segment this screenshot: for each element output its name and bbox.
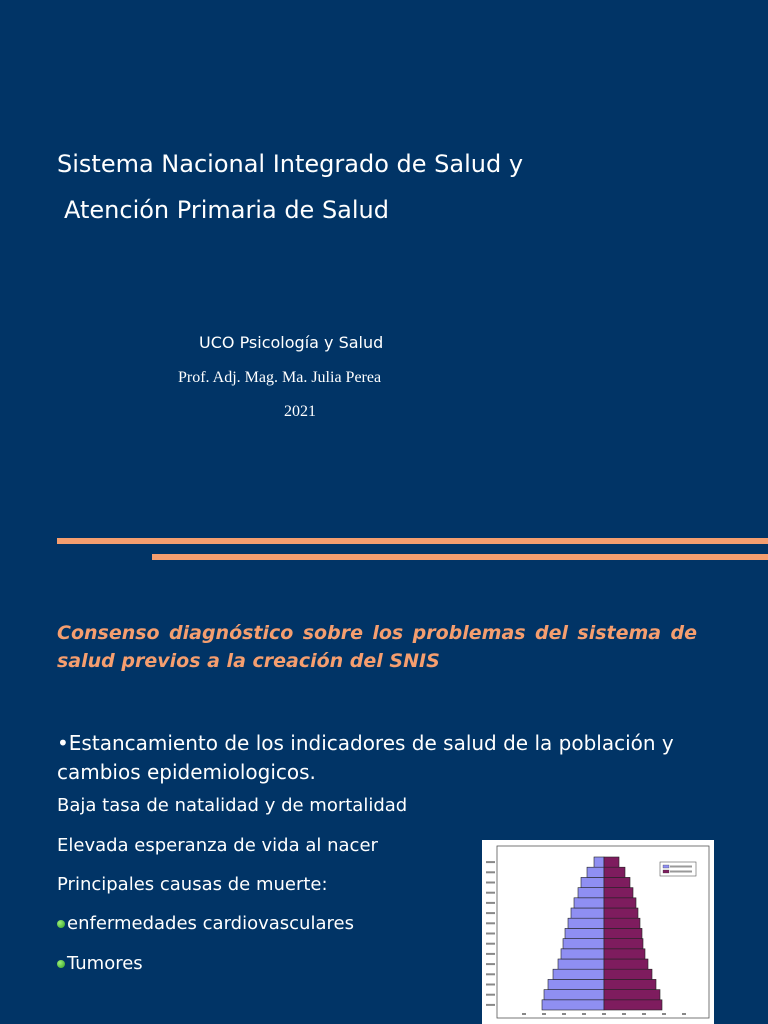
y-tick-label xyxy=(486,902,495,904)
y-tick-label xyxy=(486,892,495,894)
male-bar xyxy=(571,908,604,918)
male-bar xyxy=(565,928,604,938)
male-bar xyxy=(558,959,604,969)
sub-bullet-item xyxy=(57,913,354,934)
y-tick-label xyxy=(486,871,495,873)
female-bar xyxy=(604,990,660,1000)
slide-title-line-1: Sistema Nacional Integrado de Salud y xyxy=(57,150,524,178)
y-tick-label xyxy=(486,943,495,945)
female-bar xyxy=(604,959,648,969)
x-tick-label xyxy=(542,1013,546,1015)
y-tick-label xyxy=(486,953,495,955)
male-bar xyxy=(574,898,604,908)
legend-box xyxy=(660,862,696,876)
list-item: Elevada esperanza de vida al nacer xyxy=(57,835,378,856)
y-tick-label xyxy=(486,912,495,914)
population-pyramid-chart xyxy=(482,840,714,1024)
x-tick-label xyxy=(622,1013,626,1015)
y-tick-label xyxy=(486,973,495,975)
sub-bullet-label: Tumores xyxy=(67,953,143,974)
female-bar xyxy=(604,928,642,938)
x-tick-label xyxy=(582,1013,586,1015)
male-bar xyxy=(544,990,604,1000)
y-tick-label xyxy=(486,922,495,924)
divider-top xyxy=(57,538,768,544)
slide2-heading: Consenso diagnóstico sobre los problemas del sistema de salud previos a la creación del SNIS xyxy=(57,622,697,672)
legend-text-male xyxy=(670,866,692,868)
green-sphere-icon xyxy=(57,920,65,928)
x-tick-label xyxy=(602,1013,606,1015)
sub-bullet-item xyxy=(57,953,143,974)
course-name: UCO Psicología y Salud xyxy=(199,333,384,352)
main-bullet: •Estancamiento de los indicadores de salud de la población y cambios epidemiologicos. xyxy=(57,731,674,784)
male-bar xyxy=(568,918,604,928)
female-bar xyxy=(604,877,630,887)
female-bar xyxy=(604,908,638,918)
y-tick-label xyxy=(486,861,495,863)
female-bar xyxy=(604,949,645,959)
slide-title-line-2: Atención Primaria de Salud xyxy=(64,196,389,224)
female-bar xyxy=(604,939,643,949)
male-bar xyxy=(578,888,604,898)
y-tick-label xyxy=(486,963,495,965)
pyramid-svg xyxy=(482,840,714,1024)
sub-bullet-label: enfermedades cardiovasculares xyxy=(67,913,354,934)
male-bar xyxy=(548,979,604,989)
professor-name: Prof. Adj. Mag. Ma. Julia Perea xyxy=(178,369,382,386)
female-bar xyxy=(604,867,625,877)
legend-swatch-female xyxy=(663,870,669,873)
y-tick-label xyxy=(486,994,495,996)
divider-bottom xyxy=(152,554,768,560)
x-tick-label xyxy=(662,1013,666,1015)
male-bar xyxy=(581,877,604,887)
female-bar xyxy=(604,979,656,989)
y-tick-label xyxy=(486,933,495,935)
female-bar xyxy=(604,857,619,867)
green-sphere-icon xyxy=(57,960,65,968)
year-label: 2021 xyxy=(284,403,316,420)
x-tick-label xyxy=(642,1013,646,1015)
list-item: Baja tasa de natalidad y de mortalidad xyxy=(57,795,408,816)
female-bar xyxy=(604,918,640,928)
male-bar xyxy=(553,969,604,979)
male-bar xyxy=(587,867,604,877)
y-tick-label xyxy=(486,1004,495,1006)
x-tick-label xyxy=(562,1013,566,1015)
legend-text-female xyxy=(670,871,692,873)
y-tick-label xyxy=(486,882,495,884)
male-bar xyxy=(561,949,604,959)
male-bar xyxy=(594,857,604,867)
female-bar xyxy=(604,888,633,898)
legend-swatch-male xyxy=(663,865,669,868)
male-bar xyxy=(563,939,604,949)
female-bar xyxy=(604,969,652,979)
x-tick-label xyxy=(682,1013,686,1015)
list-item: Principales causas de muerte: xyxy=(57,874,328,895)
y-tick-label xyxy=(486,984,495,986)
male-bar xyxy=(542,1000,604,1010)
female-bar xyxy=(604,898,636,908)
female-bar xyxy=(604,1000,662,1010)
x-tick-label xyxy=(522,1013,526,1015)
